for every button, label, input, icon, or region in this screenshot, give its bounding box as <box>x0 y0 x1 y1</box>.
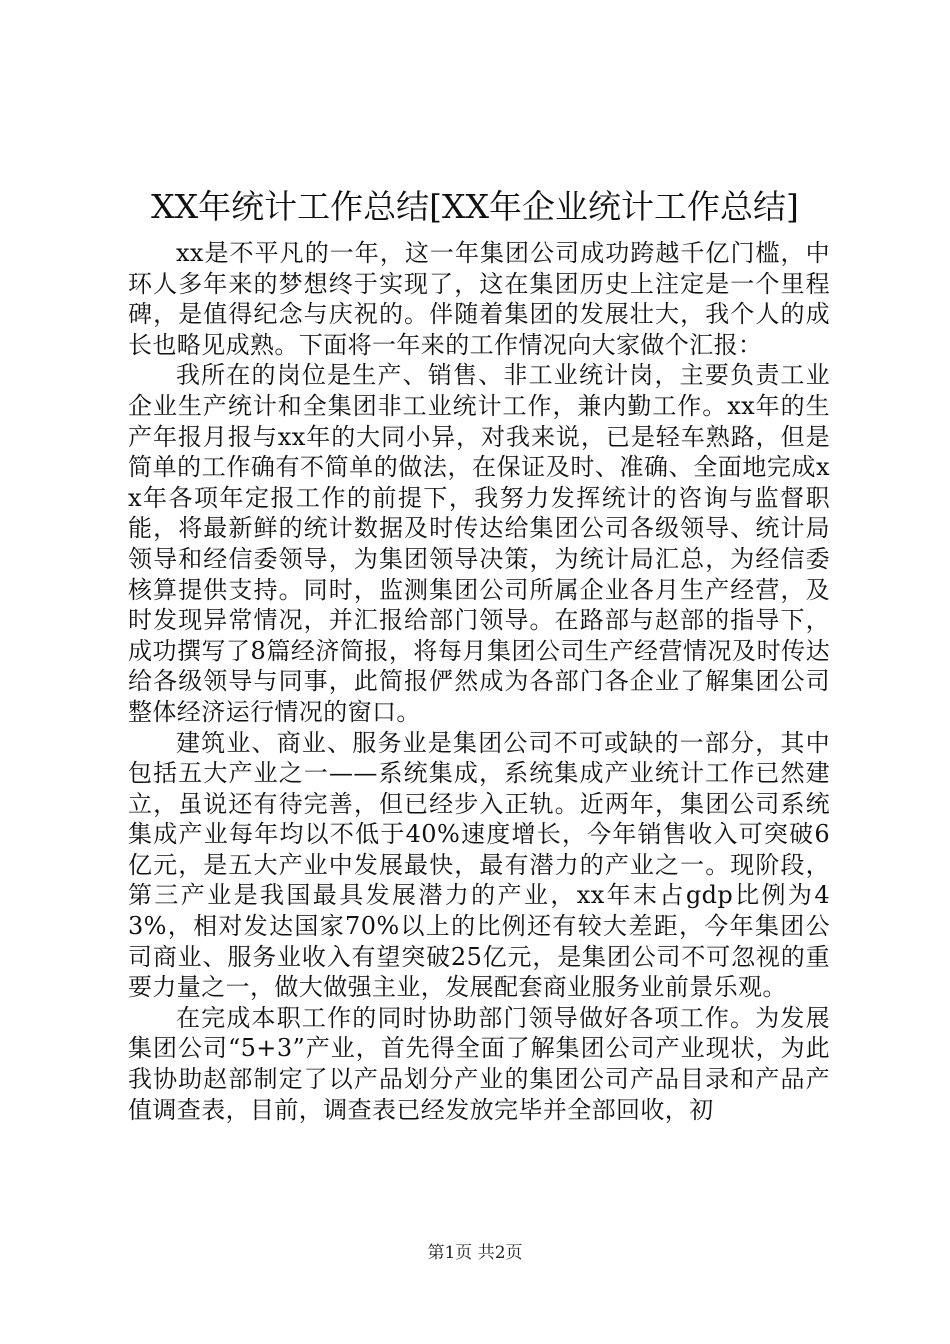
page-number: 第1页 共2页 <box>427 1243 523 1263</box>
paragraph-2: 我所在的岗位是生产、销售、非工业统计岗，主要负责工业企业生产统计和全集团非工业统计工作，兼内勤工作。xx年的生产年报月报与xx年的大同小异，对我来说，已是轻车熟路，但是简单的工作确有不简单的做法，在保证及时、准确、全面地完成xx年各项年定报工作的前提下，我努力发挥统计的咨询与监督职能，将最新鲜的统计数据及时传达给集团公司各级领导、统计局领导和经信委领导，为集团领导决策，为统计局汇总，为经信委核算提供支持。同时，监测集团公司所属企业各月生产经营，及时发现异常情况，并汇报给部门领导。在路部与赵部的指导下，成功撰写了8篇经济简报，将每月集团公司生产经营情况及时传达给各级领导与同事，此简报俨然成为各部门各企业了解集团公司整体经济运行情况的窗口。 <box>128 361 830 726</box>
page-footer <box>0 1241 950 1265</box>
paragraph-3: 建筑业、商业、服务业是集团公司不可或缺的一部分，其中包括五大产业之一——系统集成，系统集成产业统计工作已然建立，虽说还有待完善，但已经步入正轨。近两年，集团公司系统集成产业每年均以不低于40%速度增长，今年销售收入可突破6亿元，是五大产业中发展最快，最有潜力的产业之一。现阶段，第三产业是我国最具发展潜力的产业，xx年末占gdp比例为43%，相对发达国家70%以上的比例还有较大差距，今年集团公司商业、服务业收入有望突破25亿元，是集团公司不可忽视的重要力量之一，做大做强主业，发展配套商业服务业前景乐观。 <box>128 728 830 1002</box>
document-body <box>128 238 830 1125</box>
document-title: XX年统计工作总结[XX年企业统计工作总结] <box>151 187 799 226</box>
paragraph-4: 在完成本职工作的同时协助部门领导做好各项工作。为发展集团公司“5+3”产业，首先得全面了解集团公司产业现状，为此我协助赵部制定了以产品划分产业的集团公司产品目录和产品产值调查表，目前，调查表已经发放完毕并全部回收，初 <box>128 1003 830 1124</box>
paragraph-1: xx是不平凡的一年，这一年集团公司成功跨越千亿门槛，中环人多年来的梦想终于实现了，这在集团历史上注定是一个里程碑，是值得纪念与庆祝的。伴随着集团的发展壮大，我个人的成长也略见成熟。下面将一年来的工作情况向大家做个汇报： <box>128 239 830 359</box>
